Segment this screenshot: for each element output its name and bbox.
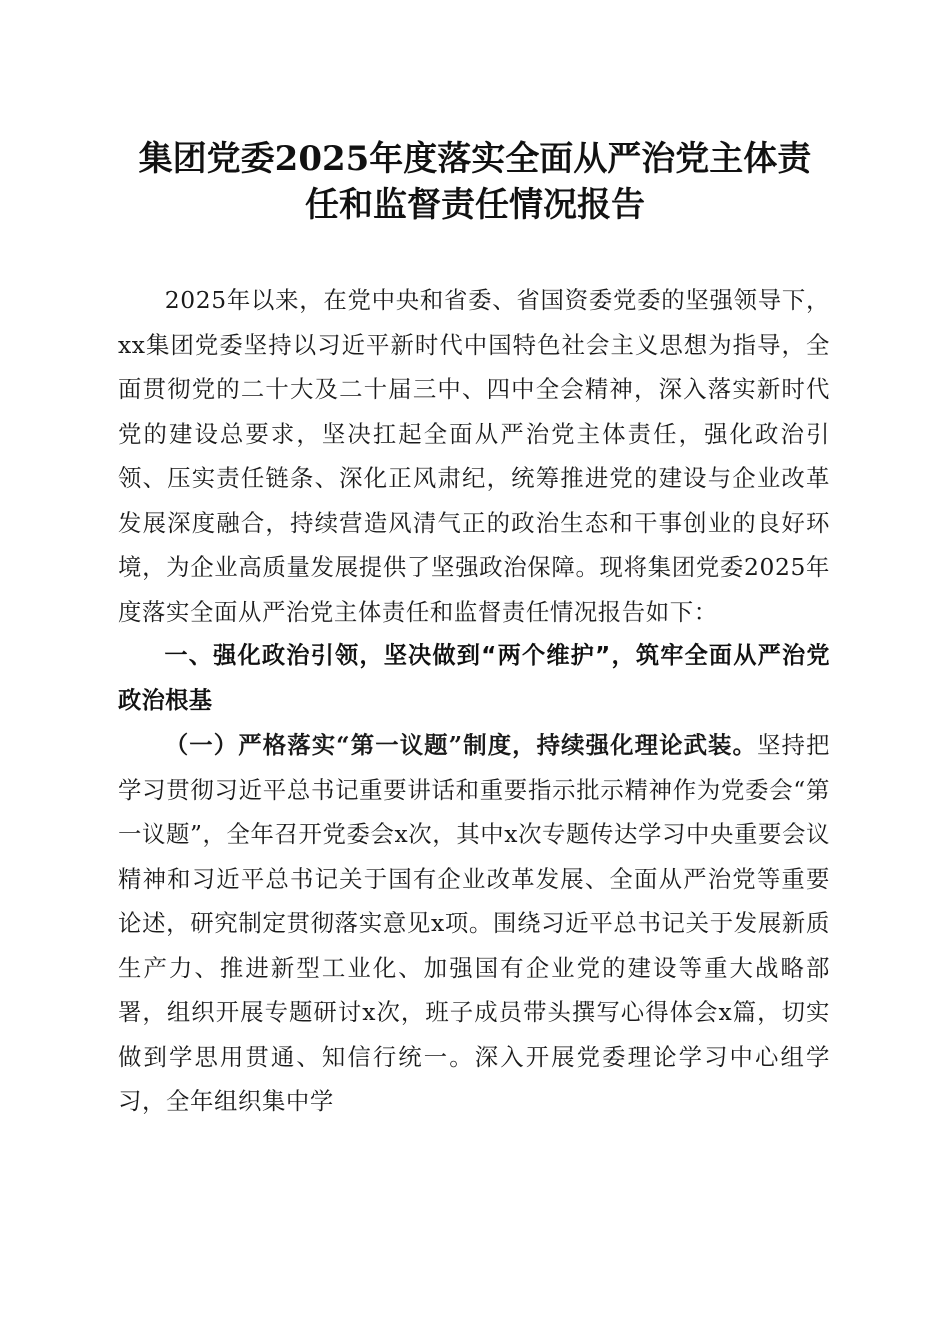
- subsection-1-heading: （一）严格落实“第一议题”制度，持续强化理论武装。: [164, 731, 758, 759]
- subsection-1-text: 坚持把学习贯彻习近平总书记重要讲话和重要指示批示精神作为党委会“第一议题”，全年召开党委会x次，其中x次专题传达学习中央重要会议精神和习近平总书记关于国有企业改革发展、全面从严治党等重要论述，研究制定贯彻落实意见x项。围绕习近平总书记关于发展新质生产力、推进新型工业化、加强国有企业党的建设等重大战略部署，组织开展专题研讨x次，班子成员带头撰写心得体会x篇，切实做到学思用贯通、知信行统一。深入开展党委理论学习中心组学习，全年组织集中学: [118, 731, 830, 1115]
- subsection-1-paragraph: [118, 723, 830, 1124]
- title-line-1: 集团党委2025年度落实全面从严治党主体责: [138, 139, 812, 179]
- intro-paragraph: 2025年以来，在党中央和省委、省国资委党委的坚强领导下，xx集团党委坚持以习近平新时代中国特色社会主义思想为指导，全面贯彻党的二十大及二十届三中、四中全会精神，深入落实新时代党的建设总要求，坚决扛起全面从严治党主体责任，强化政治引领、压实责任链条、深化正风肃纪，统筹推进党的建设与企业改革发展深度融合，持续营造风清气正的政治生态和干事创业的良好环境，为企业高质量发展提供了坚强政治保障。现将集团党委2025年度落实全面从严治党主体责任和监督责任情况报告如下：: [118, 286, 830, 626]
- document-body: [118, 278, 830, 1124]
- document-title: [100, 136, 850, 228]
- section-1-heading: 一、强化政治引领，坚决做到“两个维护”，筑牢全面从严治党政治根基: [118, 642, 830, 714]
- title-line-2: 任和监督责任情况报告: [305, 185, 645, 225]
